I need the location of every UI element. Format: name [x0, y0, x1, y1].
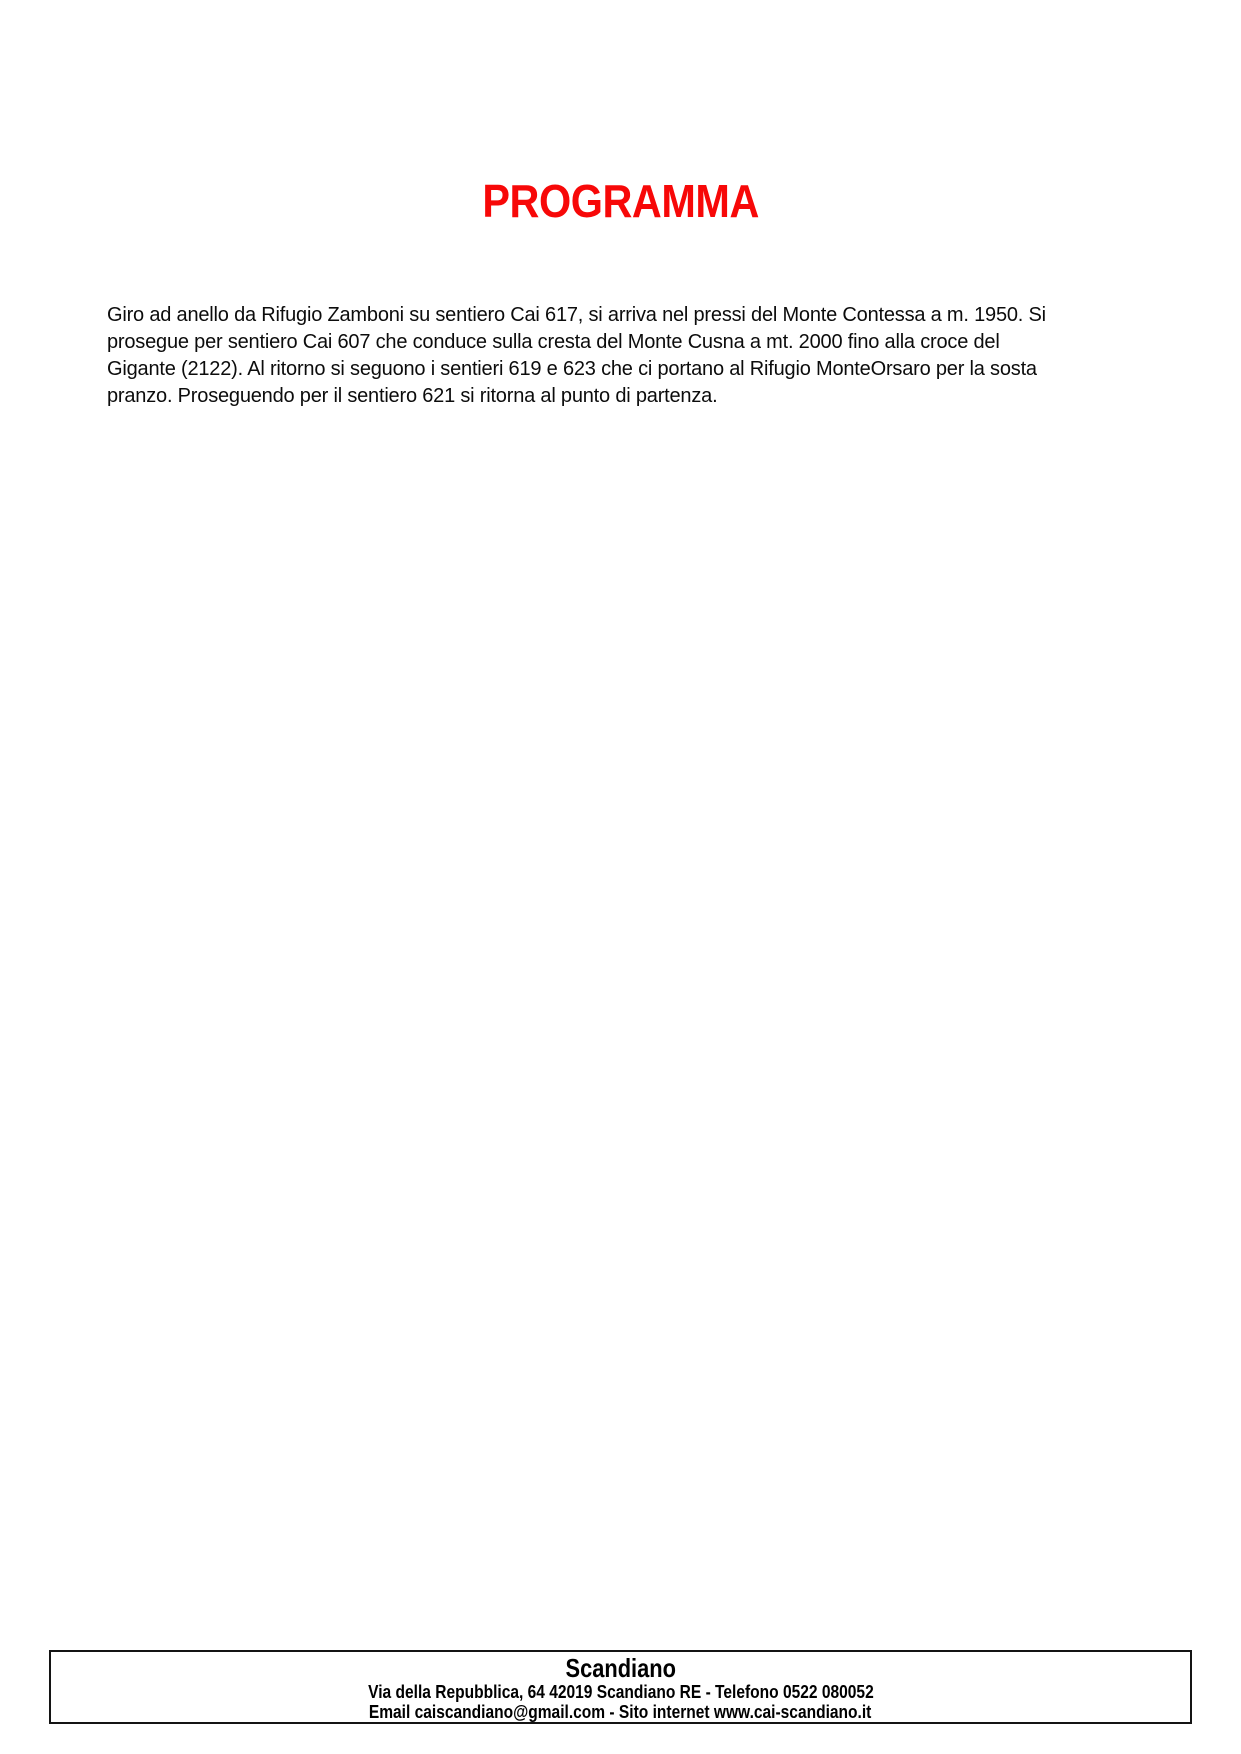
footer-contact — [51, 1702, 1190, 1722]
page-title-text: PROGRAMMA — [482, 175, 759, 227]
page-title — [0, 175, 1241, 227]
description-line-4: pranzo. Proseguendo per il sentiero 621 si ritorna al punto di partenza. — [107, 385, 718, 407]
footer-contact-box — [49, 1650, 1192, 1724]
footer-contact-text: Email caiscandiano@gmail.com - Sito internet www.cai-scandiano.it — [369, 1701, 872, 1722]
description-line-3: Gigante (2122). Al ritorno si seguono i sentieri 619 e 623 che ci portano al Rifugio MonteOrsaro per la sosta — [107, 358, 1037, 380]
description-line-2: prosegue per sentiero Cai 607 che conduce sulla cresta del Monte Cusna a mt. 2000 fino alla croce del — [107, 331, 1000, 353]
footer-org-name-text: Scandiano — [565, 1653, 676, 1683]
footer-address — [51, 1682, 1190, 1702]
description-line-1: Giro ad anello da Rifugio Zamboni su sentiero Cai 617, si arriva nel pressi del Monte Contessa a m. 1950. Si — [107, 304, 1046, 326]
footer-address-text: Via della Repubblica, 64 42019 Scandiano RE - Telefono 0522 080052 — [367, 1681, 874, 1702]
program-description — [107, 302, 1046, 410]
footer-org-name — [51, 1654, 1190, 1682]
